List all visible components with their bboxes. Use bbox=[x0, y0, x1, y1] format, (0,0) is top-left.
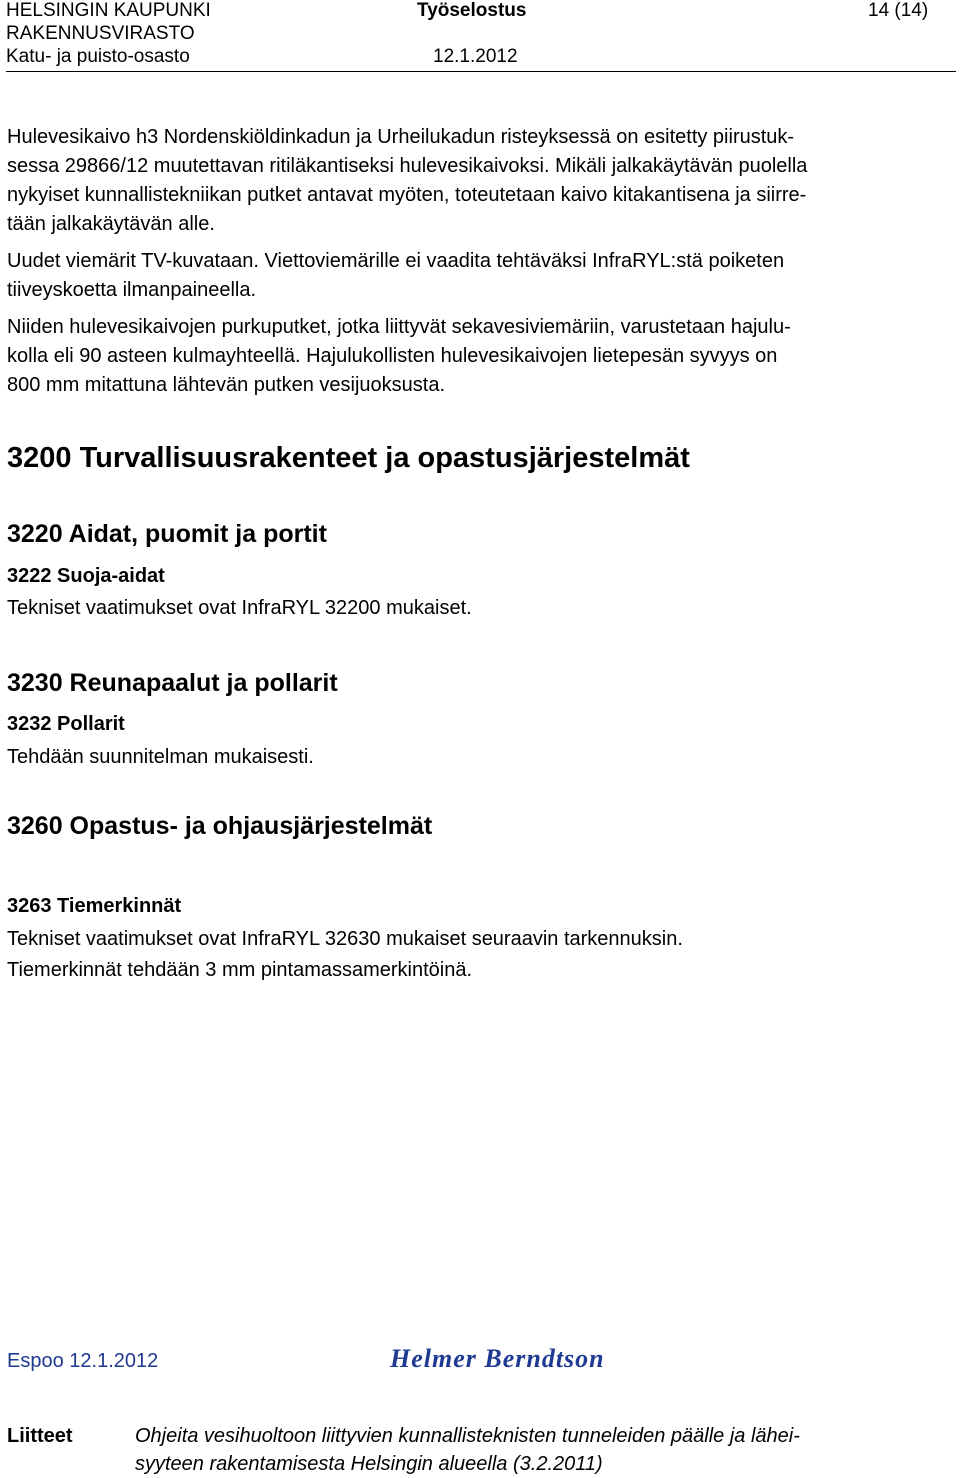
document-date: 12.1.2012 bbox=[433, 46, 518, 67]
section-heading-3230: 3230 Reunapaalut ja pollarit bbox=[7, 669, 338, 697]
paragraph-line: nykyiset kunnallistekniikan putket antavat myöten, toteutetaan kaivo kitakantisena ja siirre- bbox=[7, 184, 807, 206]
section-heading-3260: 3260 Opastus- ja ohjausjärjestelmät bbox=[7, 812, 433, 840]
attachments-list bbox=[135, 1422, 800, 1478]
paragraph-line: tiiveyskoetta ilmanpaineella. bbox=[7, 279, 257, 301]
page-number: 14 (14) bbox=[868, 0, 929, 21]
paragraph-line: Uudet viemärit TV-kuvataan. Viettoviemärille ei vaadita tehtäväksi InfraRYL:stä poiketen bbox=[7, 250, 785, 272]
attachment-line: Ohjeita vesihuoltoon liittyvien kunnallisteknisten tunneleiden päälle ja lähei- bbox=[135, 1425, 800, 1447]
org-department: RAKENNUSVIRASTO bbox=[6, 23, 195, 44]
intro-text bbox=[7, 123, 942, 400]
subsection-heading-3222: 3222 Suoja-aidat bbox=[7, 565, 165, 587]
paragraph-line: tään jalkakäytävän alle. bbox=[7, 213, 215, 235]
subsection-text-3263-line1: Tekniset vaatimukset ovat InfraRYL 32630 mukaiset seuraavin tarkennuksin. bbox=[7, 928, 683, 950]
subsection-heading-3232: 3232 Pollarit bbox=[7, 713, 125, 735]
org-name: HELSINGIN KAUPUNKI bbox=[6, 0, 211, 21]
section-heading-3200: 3200 Turvallisuusrakenteet ja opastusjärjestelmät bbox=[7, 442, 690, 474]
paragraph-line: Hulevesikaivo h3 Nordenskiöldinkadun ja Urheilukadun risteyksessä on esitetty piirustuk- bbox=[7, 126, 795, 148]
org-division: Katu- ja puisto-osasto bbox=[6, 46, 190, 67]
place-and-date: Espoo 12.1.2012 bbox=[7, 1350, 159, 1372]
subsection-text-3263-line2: Tiemerkinnät tehdään 3 mm pintamassamerkintöinä. bbox=[7, 959, 473, 981]
paragraph-line: Niiden hulevesikaivojen purkuputket, jotka liittyvät sekavesiviemäriin, varustetaan hajulu- bbox=[7, 316, 791, 338]
attachment-line: syyteen rakentamisesta Helsingin alueella (3.2.2011) bbox=[135, 1453, 603, 1475]
paragraph-line: sessa 29866/12 muutettavan ritiläkantiseksi hulevesikaivoksi. Mikäli jalkakäytävän puolella bbox=[7, 155, 808, 177]
attachments-label: Liitteet bbox=[7, 1425, 73, 1447]
section-heading-3220: 3220 Aidat, puomit ja portit bbox=[7, 520, 327, 548]
header-divider bbox=[6, 71, 956, 72]
subsection-heading-3263: 3263 Tiemerkinnät bbox=[7, 895, 182, 917]
paragraph-line: kolla eli 90 asteen kulmayhteellä. Hajulukollisten hulevesikaivojen lietepesän syvyys on bbox=[7, 345, 778, 367]
subsection-text-3222: Tekniset vaatimukset ovat InfraRYL 32200 mukaiset. bbox=[7, 597, 472, 619]
document-title: Työselostus bbox=[417, 0, 527, 21]
subsection-text-3232: Tehdään suunnitelman mukaisesti. bbox=[7, 746, 314, 768]
signature: Helmer Berndtson bbox=[390, 1344, 605, 1373]
paragraph-line: 800 mm mitattuna lähtevän putken vesijuoksusta. bbox=[7, 374, 446, 396]
